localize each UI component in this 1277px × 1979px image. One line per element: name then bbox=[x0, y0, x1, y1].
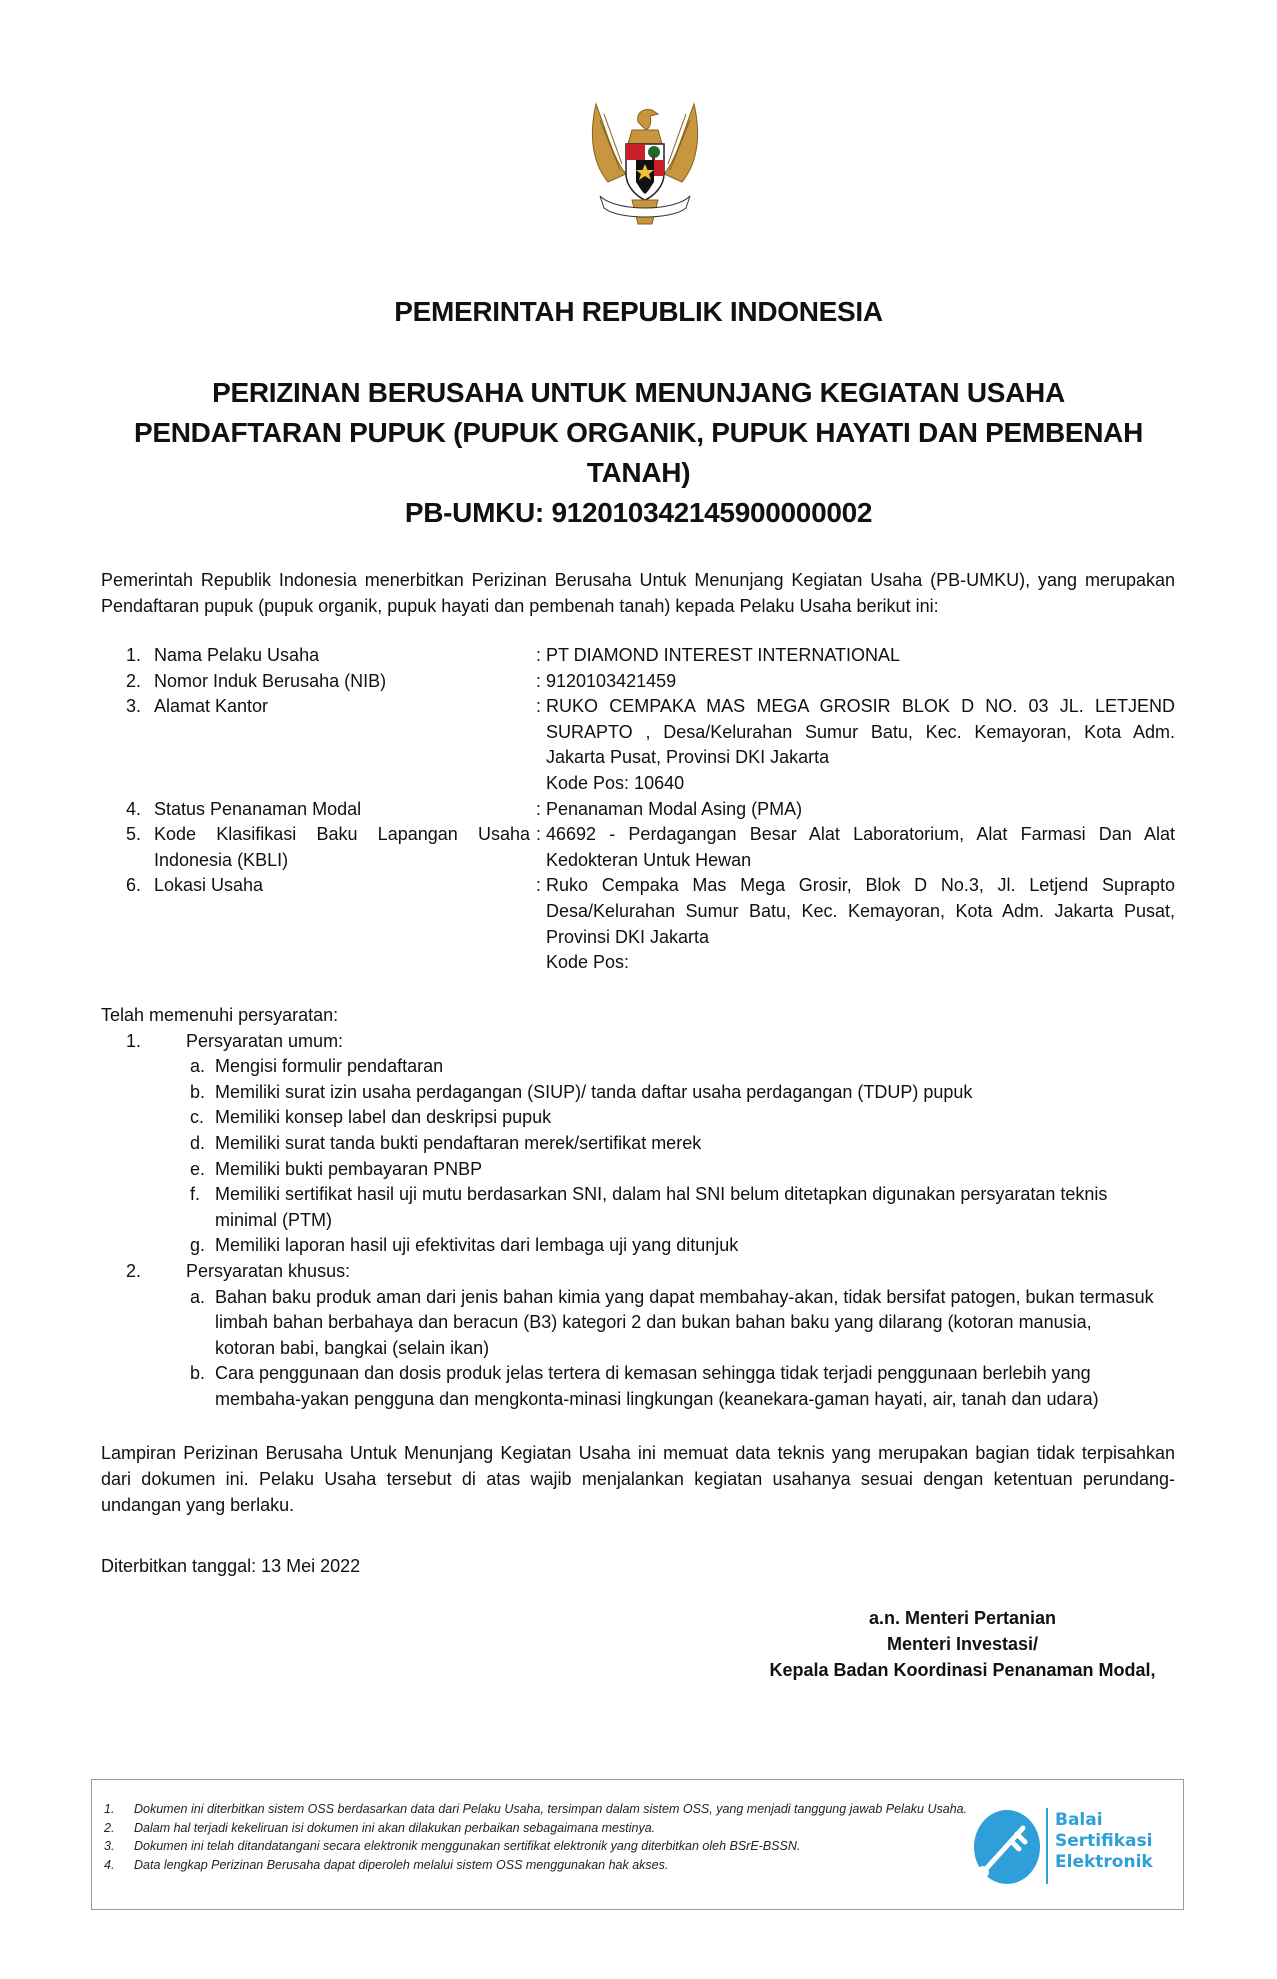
key-seal-icon bbox=[971, 1808, 1043, 1886]
signature-line: Kepala Badan Koordinasi Penanaman Modal, bbox=[769, 1660, 1156, 1680]
requirement-group-general bbox=[101, 1029, 1175, 1055]
detail-colon: : bbox=[536, 670, 542, 691]
closing-paragraph: Lampiran Perizinan Berusaha Untuk Menunjang Kegiatan Usaha ini memuat data teknis yang merupakan bagian tidak terpisahkan dari dokumen ini. Pelaku Usaha tersebut di atas wajib menjalankan kegiatan usahanya sesuai dengan ketentuan perundang-undangan yang berlaku. bbox=[101, 1443, 1175, 1515]
detail-number: 4. bbox=[126, 798, 142, 819]
title-line: PENDAFTARAN PUPUK (PUPUK ORGANIK, PUPUK HAYATI DAN PEMBENAH bbox=[133, 417, 1144, 448]
pb-umku-number: PB-UMKU: 912010342145900000002 bbox=[404, 497, 873, 528]
list-item: b. Cara penggunaan dan dosis produk jelas tertera di kemasan sehingga tidak terjadi penggunaan berlebih yang membaha-yakan pengguna dan mengkonta-minasi lingkungan (keanekara-gaman hayati, air, tanah dan udara) bbox=[190, 1363, 1099, 1409]
detail-number: 5. bbox=[126, 824, 142, 845]
detail-row-investment-status bbox=[101, 797, 1175, 823]
list-item: g. Memiliki laporan hasil uji efektivitas dari lembaga uji yang ditunjuk bbox=[190, 1235, 739, 1256]
signature-line: a.n. Menteri Pertanian bbox=[868, 1608, 1057, 1628]
signature-line: Menteri Investasi/ bbox=[886, 1634, 1039, 1654]
footer-note: 4. Data lengkap Perizinan Berusaha dapat diperoleh melalui sistem OSS menggunakan hak akses. bbox=[104, 1857, 669, 1872]
requirements-section bbox=[101, 1003, 1175, 1413]
list-item: a. Bahan baku produk aman dari jenis bahan kimia yang dapat membahay-akan, tidak bersifat patogen, bukan termasuk limbah bahan berbahaya dan beracun (B3) kategori 2 dan bukan bahan baku yang dilarang (kotoran manusia, kotoran babi, bangkai (selain ikan) bbox=[190, 1286, 1154, 1358]
footer-notes-list bbox=[104, 1800, 984, 1874]
detail-label: Status Penanaman Modal bbox=[154, 798, 362, 819]
detail-number: 3. bbox=[126, 696, 142, 717]
detail-colon: : bbox=[536, 875, 542, 896]
footer-note: 3. Dokumen ini telah ditandatangani secara elektronik menggunakan sertifikat elektronik yang diterbitkan oleh BSrE-BSSN. bbox=[104, 1839, 801, 1853]
group-number: 1. bbox=[126, 1030, 142, 1051]
list-item: a. Mengisi formulir pendaftaran bbox=[190, 1056, 444, 1077]
detail-number: 1. bbox=[126, 645, 142, 665]
detail-label: Lokasi Usaha bbox=[154, 875, 264, 896]
detail-value: RUKO CEMPAKA MAS MEGA GROSIR BLOK D NO. 03 JL. LETJEND SURAPTO , Desa/Kelurahan Sumur Batu, Kec. Kemayoran, Kota Adm. Jakarta Pusat, Provinsi DKI Jakarta Kode Pos: 10640 bbox=[546, 696, 1175, 793]
group-number: 2. bbox=[126, 1260, 142, 1281]
list-item: d. Memiliki surat tanda bukti pendaftaran merek/sertifikat merek bbox=[190, 1132, 702, 1153]
detail-value: 46692 - Perdagangan Besar Alat Laboratorium, Alat Farmasi Dan Alat Kedokteran Untuk Hewan bbox=[546, 824, 1175, 870]
detail-label: Nama Pelaku Usaha bbox=[154, 645, 320, 665]
group-title: Persyaratan umum: bbox=[186, 1030, 344, 1051]
detail-colon: : bbox=[536, 798, 542, 819]
group-title: Persyaratan khusus: bbox=[186, 1260, 351, 1281]
detail-row-business-location bbox=[101, 873, 1175, 975]
title-line: TANAH) bbox=[586, 457, 691, 488]
detail-value: Ruko Cempaka Mas Mega Grosir, Blok D No.3, Jl. Letjend Suprapto Desa/Kelurahan Sumur Batu, Kec. Kemayoran, Kota Adm. Jakarta Pusat, Provinsi DKI Jakarta Kode Pos: bbox=[546, 875, 1175, 973]
requirement-group-specific bbox=[101, 1259, 1175, 1285]
detail-value: 9120103421459 bbox=[546, 670, 677, 691]
document-title bbox=[90, 373, 1187, 533]
detail-label: Alamat Kantor bbox=[154, 696, 269, 717]
footer-note: 2. Dalam hal terjadi kekeliruan isi dokumen ini akan dilakukan perbaikan sebagaimana mestinya. bbox=[104, 1820, 656, 1835]
title-line: PERIZINAN BERUSAHA UNTUK MENUNJANG KEGIATAN USAHA bbox=[212, 377, 1065, 408]
list-item: e. Memiliki bukti pembayaran PNBP bbox=[190, 1158, 483, 1179]
list-item: b. Memiliki surat izin usaha perdagangan (SIUP)/ tanda daftar usaha perdagangan (TDUP) pupuk bbox=[190, 1081, 973, 1102]
footer-notes-box bbox=[91, 1779, 1184, 1910]
detail-row-office-address bbox=[101, 694, 1175, 796]
footer-note: 1. Dokumen ini diterbitkan sistem OSS berdasarkan data dari Pelaku Usaha, tersimpan dalam sistem OSS, yang menjadi tanggung jawab Pelaku Usaha. bbox=[104, 1802, 968, 1816]
detail-row-kbli bbox=[101, 822, 1175, 873]
detail-colon: : bbox=[536, 645, 542, 665]
detail-label: Kode Klasifikasi Baku Lapangan Usaha Indonesia (KBLI) bbox=[154, 824, 530, 870]
detail-value: Penanaman Modal Asing (PMA) bbox=[546, 798, 803, 819]
detail-label: Nomor Induk Berusaha (NIB) bbox=[154, 670, 387, 691]
garuda-emblem-icon bbox=[586, 100, 704, 232]
detail-colon: : bbox=[536, 824, 542, 845]
list-item: f. Memiliki sertifikat hasil uji mutu berdasarkan SNI, dalam hal SNI belum ditetapkan digunakan persyaratan teknis minimal (PTM) bbox=[190, 1184, 1108, 1230]
signature-block bbox=[740, 1605, 1185, 1683]
list-item: c. Memiliki konsep label dan deskripsi pupuk bbox=[190, 1107, 552, 1128]
issue-date: Diterbitkan tanggal: 13 Mei 2022 bbox=[101, 1556, 361, 1576]
logo-divider bbox=[1046, 1808, 1048, 1884]
general-requirements-list bbox=[101, 1054, 1175, 1259]
specific-requirements-list bbox=[101, 1285, 1175, 1413]
business-details-list bbox=[101, 643, 1175, 976]
detail-number: 2. bbox=[126, 670, 142, 691]
bsre-logo-text: Balai Sertifikasi Elektronik bbox=[1055, 1810, 1153, 1872]
detail-number: 6. bbox=[126, 875, 142, 896]
intro-paragraph: Pemerintah Republik Indonesia menerbitkan Perizinan Berusaha Untuk Menunjang Kegiatan Usaha (PB-UMKU), yang merupakan Pendaftaran pupuk (pupuk organik, pupuk hayati dan pembenah tanah) kepada Pelaku Usaha berikut ini: bbox=[101, 570, 1175, 616]
detail-colon: : bbox=[536, 696, 542, 717]
detail-value: PT DIAMOND INTEREST INTERNATIONAL bbox=[546, 645, 901, 665]
detail-row-name bbox=[101, 643, 1175, 669]
detail-row-nib bbox=[101, 669, 1175, 695]
government-heading: PEMERINTAH REPUBLIK INDONESIA bbox=[394, 296, 883, 327]
bsre-logo bbox=[971, 1804, 1161, 1888]
requirements-heading: Telah memenuhi persyaratan: bbox=[101, 1005, 339, 1025]
